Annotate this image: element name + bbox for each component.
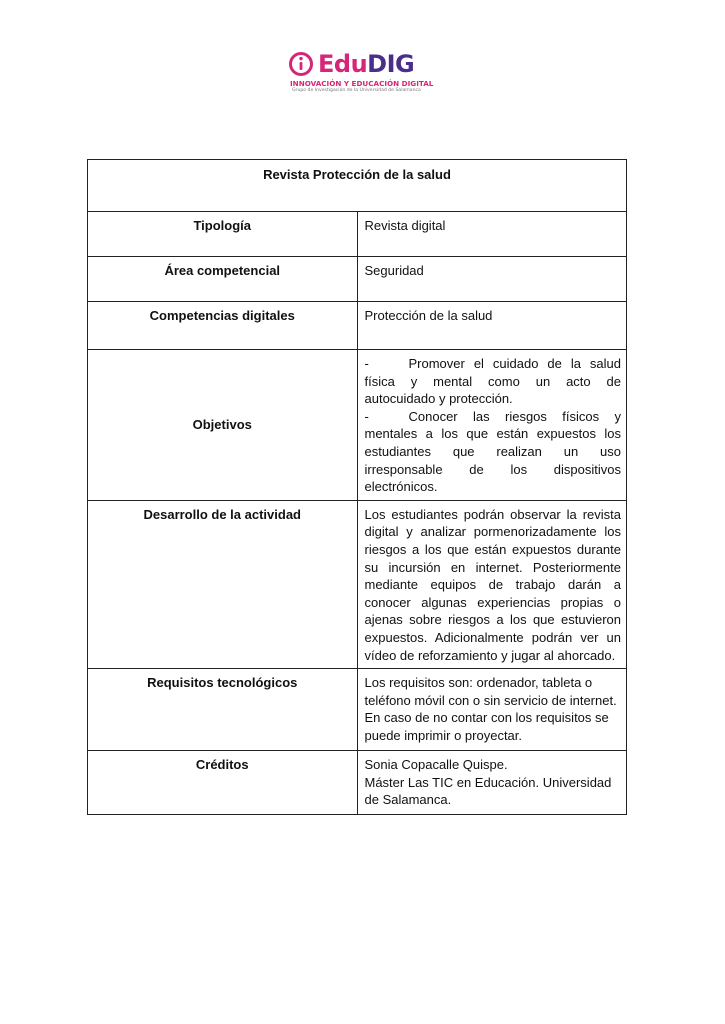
tipologia-label: Tipología (88, 212, 358, 257)
requisitos-line-2: En caso de no contar con los requisitos se puede imprimir o proyectar. (364, 710, 609, 743)
table-row (88, 212, 627, 257)
table-row (88, 500, 627, 668)
requisitos-line-1: Los requisitos son: ordenador, tableta o teléfono móvil con o sin servicio de internet. (364, 675, 617, 708)
activity-title: Revista Protección de la salud (88, 160, 627, 212)
table-row (88, 350, 627, 501)
area-label: Área competencial (88, 257, 358, 302)
creditos-label: Créditos (88, 751, 358, 815)
activity-card-table (87, 159, 627, 815)
table-row (88, 302, 627, 350)
creditos-line-2: Máster Las TIC en Educación. Universidad de Salamanca. (364, 774, 612, 808)
table-row (88, 669, 627, 751)
table-row (88, 257, 627, 302)
requisitos-value (357, 669, 627, 751)
logo-name-dig: DIG (367, 50, 415, 78)
objetivos-label: Objetivos (88, 350, 358, 501)
objetivos-value (357, 350, 627, 501)
table-row (88, 751, 627, 815)
logo-tagline: INNOVACIÓN Y EDUCACIÓN DIGITAL (290, 79, 434, 88)
tipologia-value: Revista digital (357, 212, 627, 257)
competencias-value: Protección de la salud (357, 302, 627, 350)
competencias-label: Competencias digitales (88, 302, 358, 350)
objetivo-text-2: Conocer las riesgos físicos y mentales a los que están expuestos los estudiantes que realizan un uso irresponsable de los dispositivos electrónicos. (364, 408, 621, 495)
title-row (88, 160, 627, 212)
logo-subtitle: Grupo de Investigación de la Universidad de Salamanca (292, 88, 421, 93)
creditos-value (357, 751, 627, 815)
creditos-line-1: Sonia Copacalle Quispe. (364, 757, 508, 773)
area-value: Seguridad (357, 257, 627, 302)
edudig-logo (288, 50, 438, 106)
objetivo-text-1: Promover el cuidado de la salud física y mental como un acto de autocuidado y protección. (364, 356, 621, 407)
desarrollo-value: Los estudiantes podrán observar la revista digital y analizar pormenorizadamente los riesgos a los que están expuestos durante su incursión en internet. Posteriormente mediante equipos de trabajo darán a conocer algunas experiencias propias o ajenas sobre riesgos a los que estuvieron expuestos. Adicionalmente podrán ver un vídeo de reforzamiento y jugar al ahorcado. (357, 500, 627, 668)
requisitos-label: Requisitos tecnológicos (88, 669, 358, 751)
logo-name-edu: Edu (318, 50, 368, 78)
info-circle-icon (288, 51, 314, 77)
objetivo-item: - Conocer las riesgos físicos y mentales a los que están expuestos los estudiantes que realizan un uso irresponsable de los dispositivos electrónicos. (364, 408, 621, 495)
desarrollo-label: Desarrollo de la actividad (88, 500, 358, 668)
objetivo-item: - Promover el cuidado de la salud física y mental como un acto de autocuidado y protección. (364, 356, 621, 407)
